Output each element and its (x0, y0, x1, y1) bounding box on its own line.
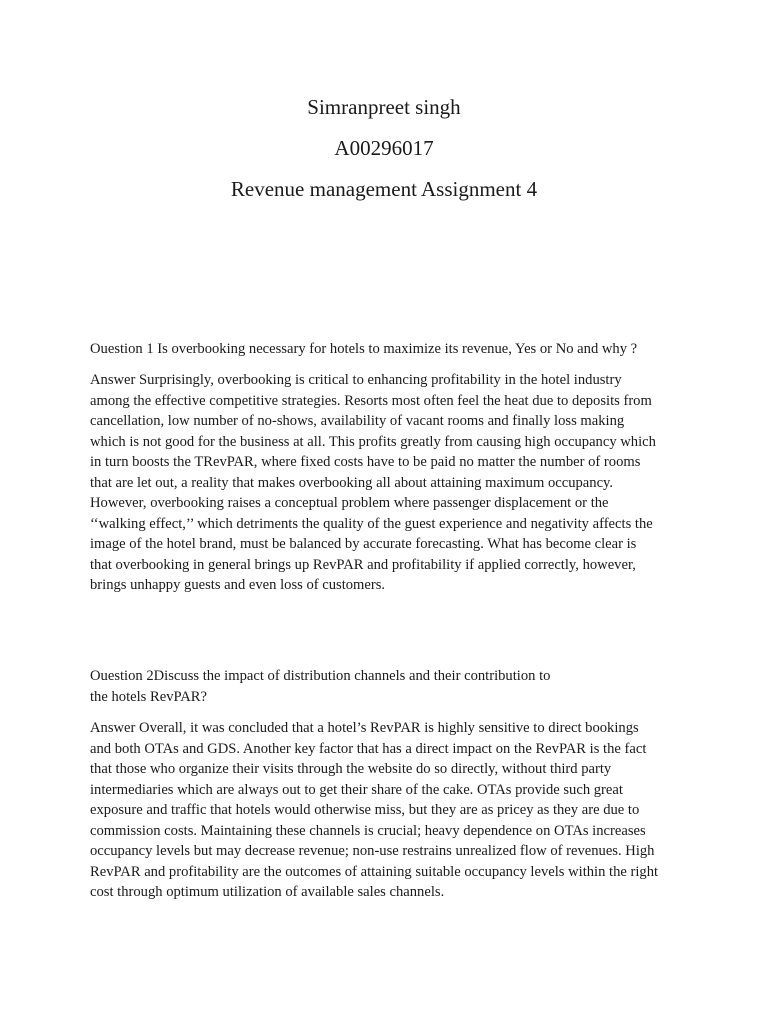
answer-2-line: and both OTAs and GDS. Another key factor that has a direct impact on the RevPAR is the fact (90, 740, 647, 757)
answer-1-line: ‘‘walking effect,’’ which detriments the quality of the guest experience and negativity affects the (90, 515, 653, 532)
answer-2-line: commission costs. Maintaining these channels is crucial; heavy dependence on OTAs increases (90, 822, 646, 839)
answer-2-line: Answer Overall, it was concluded that a hotel’s RevPAR is highly sensitive to direct bookings (90, 720, 639, 736)
answer-1-line: that overbooking in general brings up RevPAR and profitability if applied correctly, however, (90, 556, 636, 573)
answer-2-line: exposure and traffic that hotels would otherwise miss, but they are as pricey as they are due to (90, 802, 640, 818)
question-2-line: Ouestion 2Discuss the impact of distribution channels and their contribution to (90, 668, 551, 684)
answer-1 (90, 370, 690, 596)
answer-1-line: brings unhappy guests and even loss of customers. (90, 577, 386, 593)
author-name: Simranpreet singh (307, 95, 461, 119)
answer-2 (90, 718, 690, 903)
answer-2-line: RevPAR and profitability are the outcomes of attaining suitable occupancy levels within the right (90, 863, 659, 880)
answer-2-line: that those who organize their visits through the website do so directly, without third party (90, 761, 612, 777)
answer-1-line: image of the hotel brand, must be balanced by accurate forecasting. What has become clear is (90, 536, 637, 552)
answer-1-line: among the effective competitive strategies. Resorts most often feel the heat due to deposits from (90, 392, 652, 409)
question-1: Ouestion 1 Is overbooking necessary for hotels to maximize its revenue, Yes or No and why ? (90, 341, 638, 357)
question-2-line: the hotels RevPAR? (90, 688, 208, 705)
question-2 (90, 666, 690, 707)
student-id: A00296017 (334, 136, 434, 160)
answer-1-line: However, overbooking raises a conceptual problem where passenger displacement or the (90, 495, 609, 511)
answer-1-line: which is not good for the business at all. This profits greatly from causing high occupancy which (90, 433, 656, 450)
answer-1-line: that are let out, a reality that makes overbooking all about attaining maximum occupancy. (90, 474, 614, 491)
answer-1-line: Answer Surprisingly, overbooking is critical to enhancing profitability in the hotel industry (90, 372, 622, 388)
answer-1-line: in turn boosts the TRevPAR, where fixed costs have to be paid no matter the number of rooms (90, 454, 641, 470)
answer-2-line: intermediaries which are always out to get their share of the cake. OTAs provide such great (90, 781, 623, 798)
assignment-title: Revenue management Assignment 4 (230, 177, 538, 201)
answer-2-line: cost through optimum utilization of available sales channels. (90, 884, 445, 900)
answer-1-line: cancellation, low number of no-shows, availability of vacant rooms and finally loss making (90, 413, 625, 429)
answer-2-line: occupancy levels but may decrease revenue; non-use restrains unrealized flow of revenues. High (90, 843, 655, 859)
